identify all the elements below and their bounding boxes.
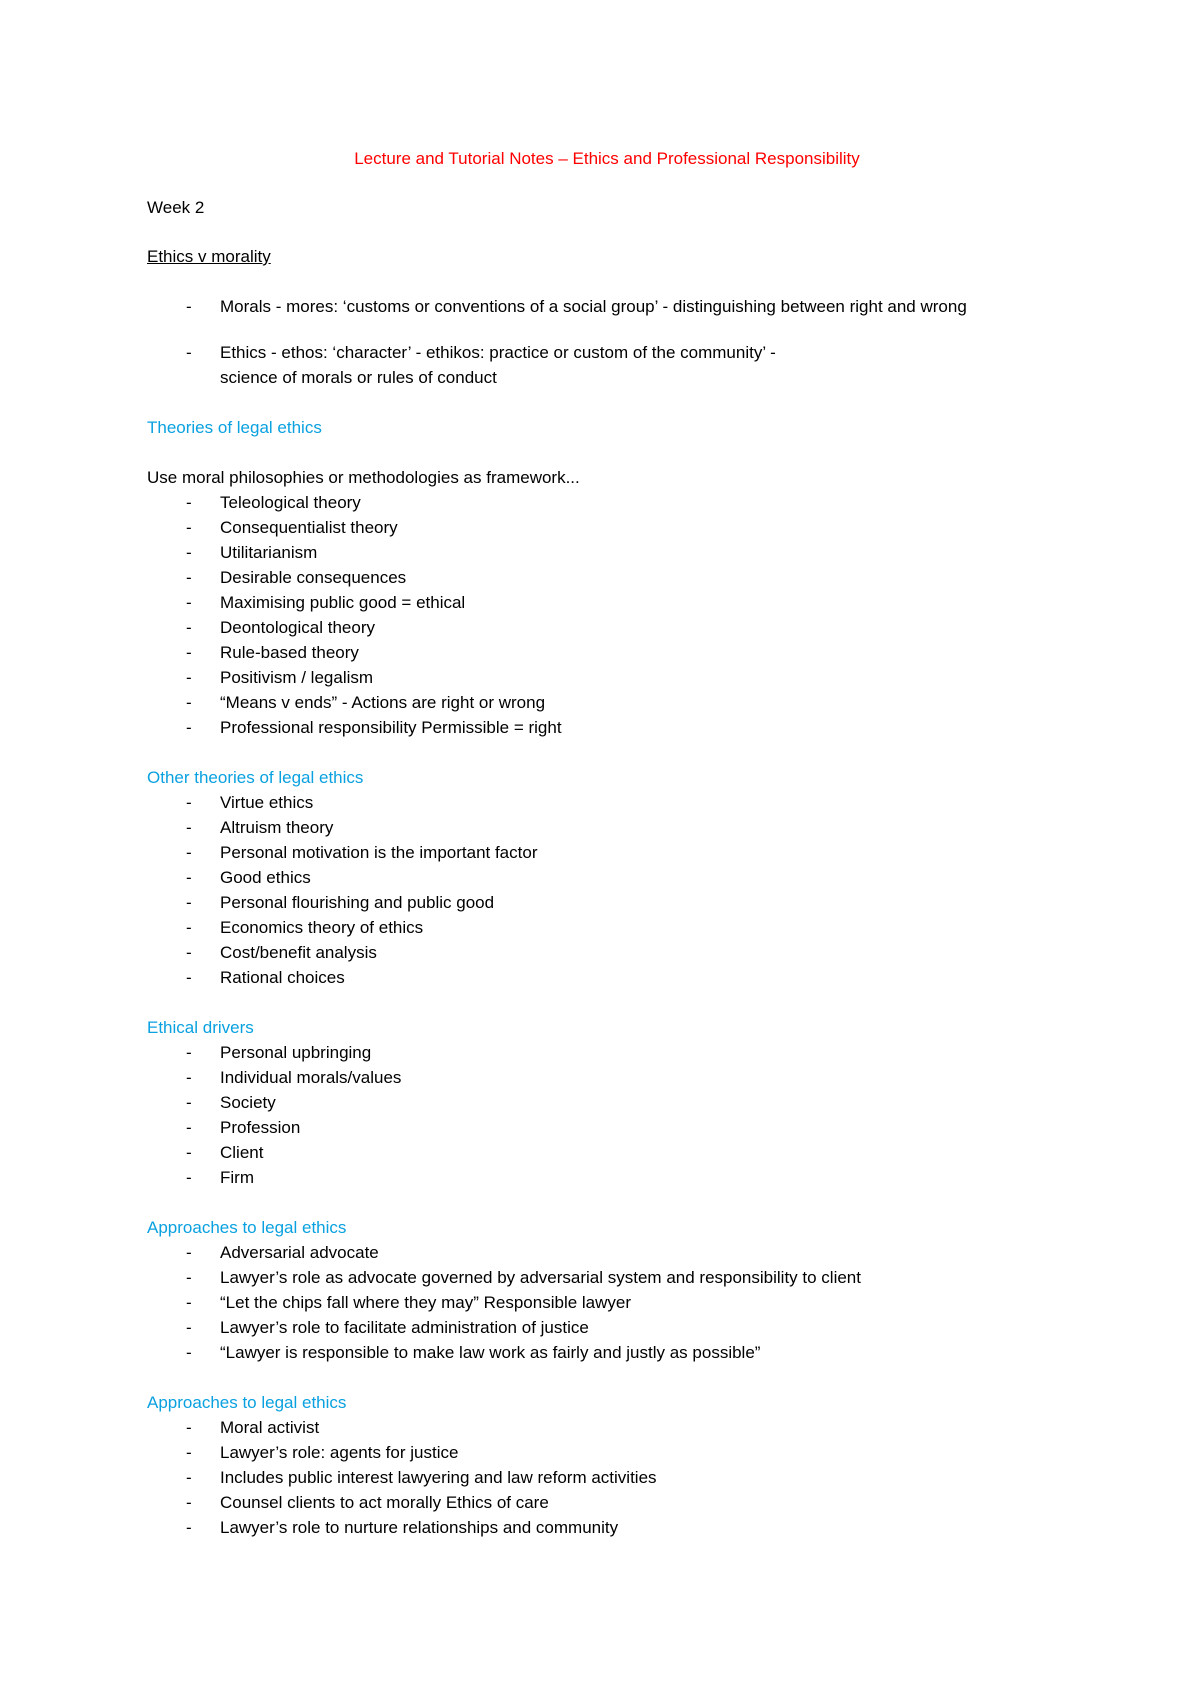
section-heading-other-theories: Other theories of legal ethics bbox=[147, 768, 364, 787]
dash-marker: - bbox=[186, 893, 192, 912]
list-item bbox=[147, 1240, 1067, 1265]
ethical-drivers-list bbox=[147, 1040, 1067, 1190]
list-item-text: Personal motivation is the important factor bbox=[220, 843, 538, 862]
list-item-text: Counsel clients to act morally Ethics of care bbox=[220, 1493, 549, 1512]
list-item bbox=[147, 640, 1067, 665]
list-item bbox=[147, 294, 1067, 319]
dash-marker: - bbox=[186, 943, 192, 962]
list-item-text: Adversarial advocate bbox=[220, 1243, 379, 1262]
list-item bbox=[147, 1040, 1067, 1065]
dash-marker: - bbox=[186, 718, 192, 737]
list-item bbox=[147, 715, 1067, 740]
list-item bbox=[147, 540, 1067, 565]
dash-marker: - bbox=[186, 1468, 192, 1487]
dash-marker: - bbox=[186, 1243, 192, 1262]
list-item bbox=[147, 665, 1067, 690]
list-item bbox=[147, 1115, 1067, 1140]
section-heading-approaches-adversarial: Approaches to legal ethics bbox=[147, 1218, 347, 1237]
spacer bbox=[147, 740, 1067, 765]
list-item-text: Individual morals/values bbox=[220, 1068, 402, 1087]
list-item bbox=[147, 1465, 1067, 1490]
list-item-text: Rule-based theory bbox=[220, 643, 359, 662]
section-intro: Use moral philosophies or methodologies as framework... bbox=[147, 468, 580, 487]
dash-marker: - bbox=[186, 1068, 192, 1087]
list-item-text: Society bbox=[220, 1093, 276, 1112]
list-item bbox=[147, 815, 1067, 840]
list-item-text: “Let the chips fall where they may” Responsible lawyer bbox=[220, 1293, 632, 1312]
list-item bbox=[147, 1515, 1067, 1540]
list-item bbox=[147, 1265, 1067, 1290]
list-item-text: Moral activist bbox=[220, 1418, 320, 1437]
document-body bbox=[147, 146, 1067, 1540]
dash-marker: - bbox=[186, 1143, 192, 1162]
list-item-text: Client bbox=[220, 1143, 264, 1162]
list-item bbox=[147, 965, 1067, 990]
week-label: Week 2 bbox=[147, 198, 205, 217]
dash-marker: - bbox=[186, 918, 192, 937]
list-item bbox=[147, 1165, 1067, 1190]
list-item bbox=[147, 490, 1067, 515]
list-item-text: Positivism / legalism bbox=[220, 668, 374, 687]
dash-marker: - bbox=[186, 1493, 192, 1512]
section-heading-theories: Theories of legal ethics bbox=[147, 418, 322, 437]
list-item-text: Economics theory of ethics bbox=[220, 918, 424, 937]
list-item-text-continued: science of morals or rules of conduct bbox=[220, 368, 497, 387]
list-item-text: Maximising public good = ethical bbox=[220, 593, 466, 612]
list-item bbox=[147, 1290, 1067, 1315]
list-item-text: Utilitarianism bbox=[220, 543, 318, 562]
ethics-morality-list bbox=[147, 294, 1067, 390]
spacer bbox=[147, 1365, 1067, 1390]
spacer bbox=[147, 440, 1067, 465]
dash-marker: - bbox=[186, 1443, 192, 1462]
list-item-text: Deontological theory bbox=[220, 618, 375, 637]
dash-marker: - bbox=[186, 868, 192, 887]
approaches-adversarial-list bbox=[147, 1240, 1067, 1365]
list-item-text: Ethics - ethos: ‘character’ - ethikos: practice or custom of the community’ - bbox=[220, 343, 776, 362]
list-item-text: Profession bbox=[220, 1118, 301, 1137]
dash-marker: - bbox=[186, 643, 192, 662]
list-item-text: Desirable consequences bbox=[220, 568, 407, 587]
list-item bbox=[147, 890, 1067, 915]
dash-marker: - bbox=[186, 1268, 192, 1287]
dash-marker: - bbox=[186, 1118, 192, 1137]
list-item bbox=[147, 1065, 1067, 1090]
list-item-text: Altruism theory bbox=[220, 818, 334, 837]
list-item bbox=[147, 1340, 1067, 1365]
list-item-text: Lawyer’s role as advocate governed by adversarial system and responsibility to client bbox=[220, 1268, 861, 1287]
section-heading-ethical-drivers: Ethical drivers bbox=[147, 1018, 254, 1037]
dash-marker: - bbox=[186, 1343, 192, 1362]
theories-list bbox=[147, 490, 1067, 740]
spacer bbox=[147, 1190, 1067, 1215]
list-item bbox=[147, 340, 1067, 390]
dash-marker: - bbox=[186, 1518, 192, 1537]
list-item-text: Lawyer’s role: agents for justice bbox=[220, 1443, 459, 1462]
list-item bbox=[147, 865, 1067, 890]
dash-marker: - bbox=[186, 297, 192, 316]
list-item-text: Cost/benefit analysis bbox=[220, 943, 377, 962]
list-item-text: Lawyer’s role to nurture relationships and community bbox=[220, 1518, 619, 1537]
list-item bbox=[147, 1440, 1067, 1465]
list-item bbox=[147, 690, 1067, 715]
dash-marker: - bbox=[186, 1168, 192, 1187]
list-item bbox=[147, 940, 1067, 965]
dash-marker: - bbox=[186, 343, 192, 362]
dash-marker: - bbox=[186, 693, 192, 712]
list-item bbox=[147, 565, 1067, 590]
dash-marker: - bbox=[186, 618, 192, 637]
dash-marker: - bbox=[186, 593, 192, 612]
list-item-text: “Means v ends” - Actions are right or wrong bbox=[220, 693, 546, 712]
dash-marker: - bbox=[186, 1093, 192, 1112]
list-item-text: Teleological theory bbox=[220, 493, 361, 512]
list-item bbox=[147, 1490, 1067, 1515]
dash-marker: - bbox=[186, 968, 192, 987]
list-item-text: “Lawyer is responsible to make law work as fairly and justly as possible” bbox=[220, 1343, 761, 1362]
dash-marker: - bbox=[186, 518, 192, 537]
list-item bbox=[147, 615, 1067, 640]
list-item bbox=[147, 1140, 1067, 1165]
list-item-text: Personal flourishing and public good bbox=[220, 893, 495, 912]
list-item-text: Consequentialist theory bbox=[220, 518, 398, 537]
section-heading-approaches-moral-activist: Approaches to legal ethics bbox=[147, 1393, 347, 1412]
list-item bbox=[147, 515, 1067, 540]
dash-marker: - bbox=[186, 818, 192, 837]
list-item bbox=[147, 1315, 1067, 1340]
list-item-text: Good ethics bbox=[220, 868, 311, 887]
list-item-text: Firm bbox=[220, 1168, 254, 1187]
list-item-text: Personal upbringing bbox=[220, 1043, 372, 1062]
list-item bbox=[147, 790, 1067, 815]
spacer bbox=[147, 390, 1067, 415]
dash-marker: - bbox=[186, 1293, 192, 1312]
dash-marker: - bbox=[186, 1418, 192, 1437]
dash-marker: - bbox=[186, 1043, 192, 1062]
list-item bbox=[147, 1090, 1067, 1115]
list-item-text: Includes public interest lawyering and law reform activities bbox=[220, 1468, 657, 1487]
list-item bbox=[147, 915, 1067, 940]
list-item-text: Lawyer’s role to facilitate administration of justice bbox=[220, 1318, 589, 1337]
dash-marker: - bbox=[186, 1318, 192, 1337]
dash-marker: - bbox=[186, 543, 192, 562]
dash-marker: - bbox=[186, 843, 192, 862]
document-title: Lecture and Tutorial Notes – Ethics and Professional Responsibility bbox=[354, 149, 860, 168]
dash-marker: - bbox=[186, 793, 192, 812]
list-item-text: Virtue ethics bbox=[220, 793, 314, 812]
other-theories-list bbox=[147, 790, 1067, 990]
list-item bbox=[147, 1415, 1067, 1440]
dash-marker: - bbox=[186, 668, 192, 687]
list-item bbox=[147, 590, 1067, 615]
ethics-v-morality-heading: Ethics v morality bbox=[147, 247, 271, 266]
dash-marker: - bbox=[186, 568, 192, 587]
list-item-text: Professional responsibility Permissible = right bbox=[220, 718, 562, 737]
dash-marker: - bbox=[186, 493, 192, 512]
list-item bbox=[147, 840, 1067, 865]
spacer bbox=[147, 990, 1067, 1015]
approaches-moral-activist-list bbox=[147, 1415, 1067, 1540]
list-item-text: Rational choices bbox=[220, 968, 345, 987]
list-item-text: Morals - mores: ‘customs or conventions of a social group’ - distinguishing between right and wrong bbox=[220, 297, 967, 316]
